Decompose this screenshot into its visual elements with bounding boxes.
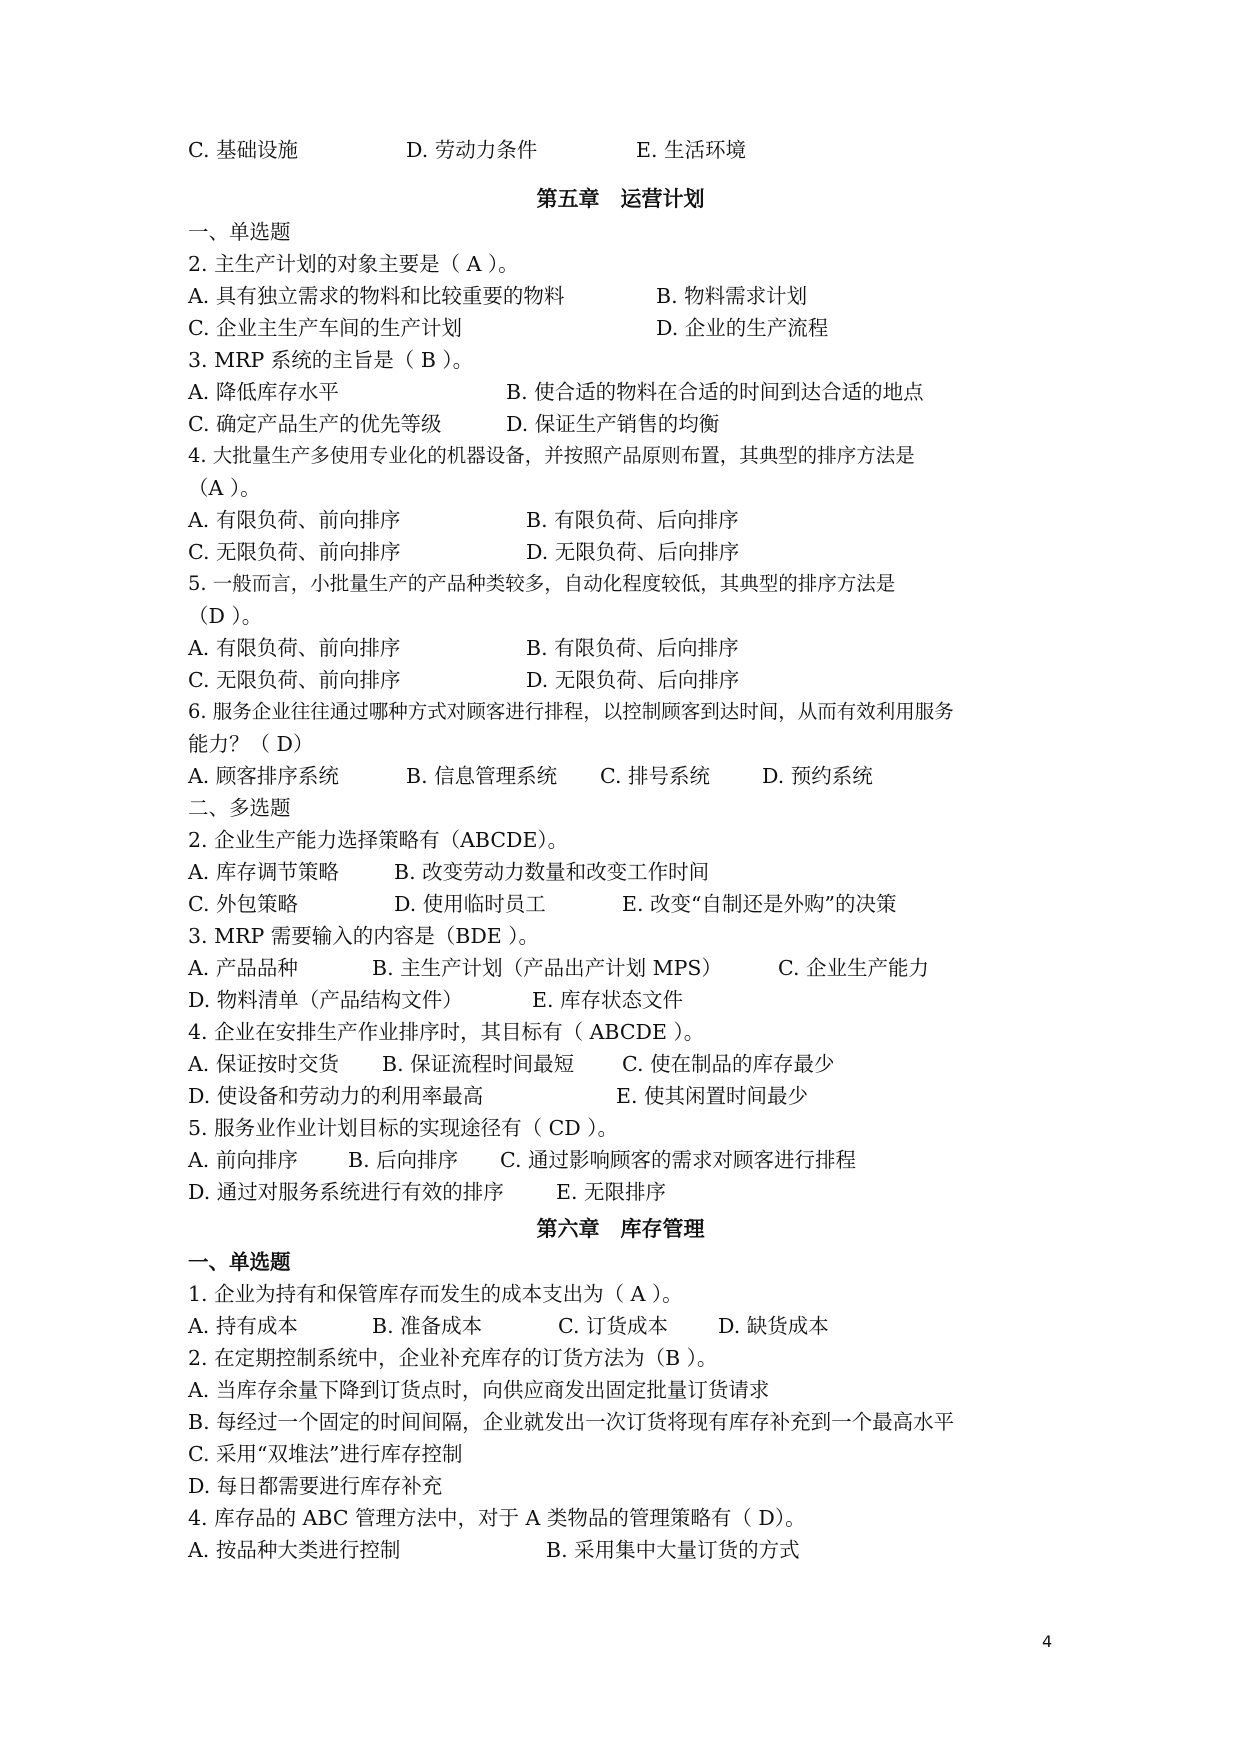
option-b: B. 主生产计划（产品出产计划 MPS） [372, 956, 722, 980]
question-text: 3. MRP 系统的主旨是（ B ）。 [188, 348, 474, 372]
option-b: B. 准备成本 [372, 1314, 483, 1338]
option-d: D. 缺货成本 [718, 1314, 829, 1338]
option-a: A. 降低库存水平 [188, 380, 339, 404]
option-b: B. 使合适的物料在合适的时间到达合适的地点 [506, 380, 924, 404]
option-d: D. 保证生产销售的均衡 [506, 412, 720, 436]
option-b: B. 有限负荷、后向排序 [526, 636, 739, 660]
option-a: A. 前向排序 [188, 1148, 298, 1172]
option-c: C. 订货成本 [558, 1314, 668, 1338]
option-a: A. 有限负荷、前向排序 [188, 508, 401, 532]
option-b: B. 每经过一个固定的时间间隔，企业就发出一次订货将现有库存补充到一个最高水平 [188, 1410, 955, 1434]
question-text: 1. 企业为持有和保管库存而发生的成本支出为（ A ）。 [188, 1282, 683, 1306]
option-a: A. 当库存余量下降到订货点时，向供应商发出固定批量订货请求 [188, 1378, 770, 1402]
question-text: 4. 库存品的 ABC 管理方法中，对于 A 类物品的管理策略有（ D）。 [188, 1506, 806, 1530]
option-e: E. 无限排序 [556, 1180, 666, 1204]
option-d: D. 使设备和劳动力的利用率最高 [188, 1084, 484, 1108]
option-d: D. 劳动力条件 [406, 138, 538, 162]
option-c: C. 无限负荷、前向排序 [188, 540, 401, 564]
option-a: A. 库存调节策略 [188, 860, 339, 884]
option-a: A. 产品品种 [188, 956, 298, 980]
option-d: D. 无限负荷、后向排序 [526, 540, 740, 564]
option-e: E. 库存状态文件 [532, 988, 683, 1012]
page-number: 4 [1042, 1632, 1053, 1651]
option-d: D. 使用临时员工 [394, 892, 546, 916]
chapter-6-title: 第六章 库存管理 [536, 1217, 705, 1241]
question-text: 4. 企业在安排生产作业排序时，其目标有（ ABCDE ）。 [188, 1020, 705, 1044]
option-d: D. 每日都需要进行库存补充 [188, 1474, 443, 1498]
option-a: A. 按品种大类进行控制 [188, 1538, 401, 1562]
option-b: B. 信息管理系统 [406, 764, 558, 788]
option-d: D. 物料清单（产品结构文件） [188, 988, 463, 1012]
option-a: A. 顾客排序系统 [188, 764, 339, 788]
option-d: D. 通过对服务系统进行有效的排序 [188, 1180, 504, 1204]
option-d: D. 预约系统 [762, 764, 873, 788]
option-e: E. 使其闲置时间最少 [616, 1084, 808, 1108]
option-d: D. 无限负荷、后向排序 [526, 668, 740, 692]
option-a: A. 持有成本 [188, 1314, 298, 1338]
option-c: C. 确定产品生产的优先等级 [188, 412, 442, 436]
question-text: 2. 主生产计划的对象主要是（ A ）。 [188, 252, 519, 276]
option-c: C. 企业生产能力 [778, 956, 929, 980]
question-text: 5. 一般而言，小批量生产的产品种类较多，自动化程度较低，其典型的排序方法是 [188, 572, 896, 595]
option-b: B. 后向排序 [348, 1148, 459, 1172]
chapter-5-title: 第五章 运营计划 [536, 187, 705, 211]
option-b: B. 有限负荷、后向排序 [526, 508, 739, 532]
option-e: E. 生活环境 [636, 138, 746, 162]
option-b: B. 物料需求计划 [656, 284, 808, 308]
option-a: A. 保证按时交货 [188, 1052, 339, 1076]
section-single-choice: 一、单选题 [188, 220, 291, 244]
question-text-continued: （D ）。 [188, 604, 263, 628]
option-a: A. 具有独立需求的物料和比较重要的物料 [188, 284, 565, 308]
option-b: B. 采用集中大量订货的方式 [546, 1538, 800, 1562]
option-b: B. 改变劳动力数量和改变工作时间 [394, 860, 710, 884]
question-text: 4. 大批量生产多使用专业化的机器设备，并按照产品原则布置，其典型的排序方法是 [188, 444, 915, 467]
option-c: C. 通过影响顾客的需求对顾客进行排程 [500, 1148, 856, 1172]
option-c: C. 外包策略 [188, 892, 298, 916]
section-multiple-choice: 二、多选题 [188, 796, 291, 820]
option-c: C. 基础设施 [188, 138, 298, 162]
question-text: 5. 服务业作业计划目标的实现途径有（ CD ）。 [188, 1116, 618, 1140]
question-text: 2. 企业生产能力选择策略有（ABCDE）。 [188, 828, 569, 852]
option-c: C. 无限负荷、前向排序 [188, 668, 401, 692]
question-text: 2. 在定期控制系统中，企业补充库存的订货方法为（B ）。 [188, 1346, 718, 1370]
option-a: A. 有限负荷、前向排序 [188, 636, 401, 660]
option-c: C. 企业主生产车间的生产计划 [188, 316, 462, 340]
option-c: C. 采用“双堆法”进行库存控制 [188, 1442, 463, 1466]
option-c: C. 排号系统 [600, 764, 710, 788]
option-c: C. 使在制品的库存最少 [622, 1052, 835, 1076]
option-d: D. 企业的生产流程 [656, 316, 829, 340]
question-text: 3. MRP 需要输入的内容是（BDE ）。 [188, 924, 540, 948]
question-text-continued: 能力？（ D） [188, 732, 314, 756]
option-b: B. 保证流程时间最短 [382, 1052, 575, 1076]
section-single-choice: 一、单选题 [188, 1250, 291, 1274]
option-e: E. 改变“自制还是外购”的决策 [622, 892, 897, 916]
question-text: 6. 服务企业往往通过哪种方式对顾客进行排程，以控制顾客到达时间，从而有效利用服务 [188, 700, 954, 723]
question-text-continued: （A ）。 [188, 476, 261, 500]
